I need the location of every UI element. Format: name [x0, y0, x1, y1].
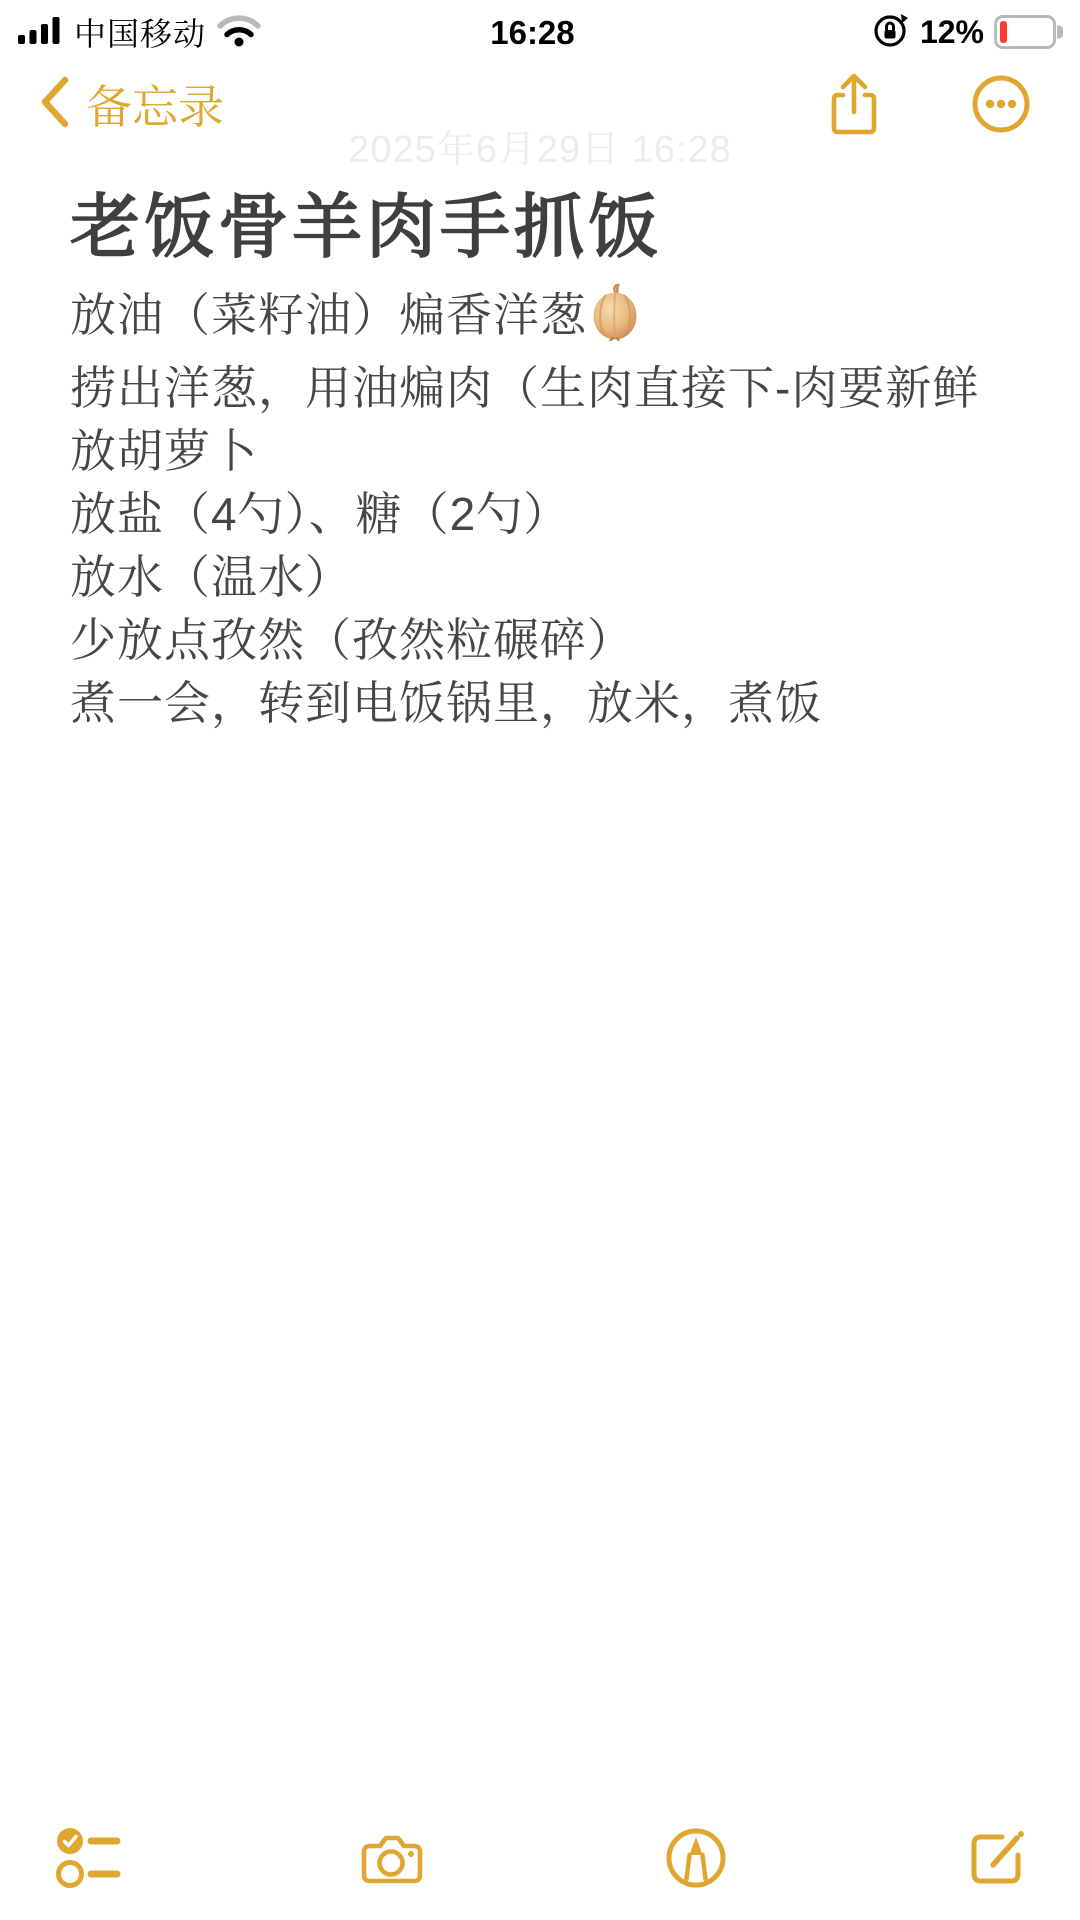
- battery-icon: [994, 15, 1056, 49]
- note-line: 放盐（4勺）、糖（2勺）: [70, 487, 571, 540]
- nav-bar: [0, 62, 1080, 146]
- onion-emoji: [589, 283, 641, 357]
- battery-fill-level: [1000, 21, 1007, 43]
- ellipsis-circle-icon: [970, 123, 1032, 138]
- note-line: 放胡萝卜: [70, 424, 258, 477]
- orientation-lock-icon: [872, 11, 910, 54]
- camera-button[interactable]: [359, 1831, 425, 1885]
- camera-icon: [359, 1873, 425, 1888]
- note-line: 捞出洋葱，用油煸肉（生肉直接下-肉要新鲜: [70, 361, 980, 414]
- status-left-group: [18, 9, 262, 55]
- note-line: 放油（菜籽油）煸香洋葱: [70, 283, 1060, 357]
- more-options-button[interactable]: [970, 73, 1032, 135]
- status-bar: [0, 0, 1080, 54]
- cellular-signal-icon: [18, 14, 64, 51]
- bottom-toolbar: [0, 1810, 1080, 1906]
- markup-button[interactable]: [664, 1826, 728, 1890]
- markup-pen-icon: [664, 1878, 728, 1893]
- battery-percent-label: 12%: [919, 13, 984, 50]
- back-button-label: 备忘录: [86, 81, 224, 133]
- note-line: 放水（温水）: [70, 550, 352, 603]
- carrier-label: 中国移动: [74, 16, 207, 52]
- checklist-button[interactable]: [55, 1826, 121, 1890]
- note-title: 老饭骨羊肉手抓饭: [70, 188, 662, 266]
- note-line: 少放点孜然（孜然粒碾碎）: [70, 613, 634, 666]
- share-icon: [826, 126, 882, 141]
- note-date-header: 2025年6月29日 16:28: [348, 129, 732, 171]
- wifi-icon: [216, 13, 262, 52]
- checklist-icon: [55, 1878, 121, 1893]
- note-line: 煮一会，转到电饭锅里，放米，煮饭: [70, 676, 822, 729]
- share-button[interactable]: [826, 70, 882, 138]
- compose-icon: [966, 1877, 1028, 1892]
- clock-time: 16:28: [490, 14, 575, 51]
- note-editor[interactable]: [70, 186, 1060, 735]
- back-button[interactable]: [38, 71, 224, 137]
- compose-button[interactable]: [966, 1827, 1028, 1889]
- status-right-group: [872, 11, 1064, 54]
- nav-actions: [826, 70, 1032, 138]
- back-chevron-icon: [38, 75, 70, 134]
